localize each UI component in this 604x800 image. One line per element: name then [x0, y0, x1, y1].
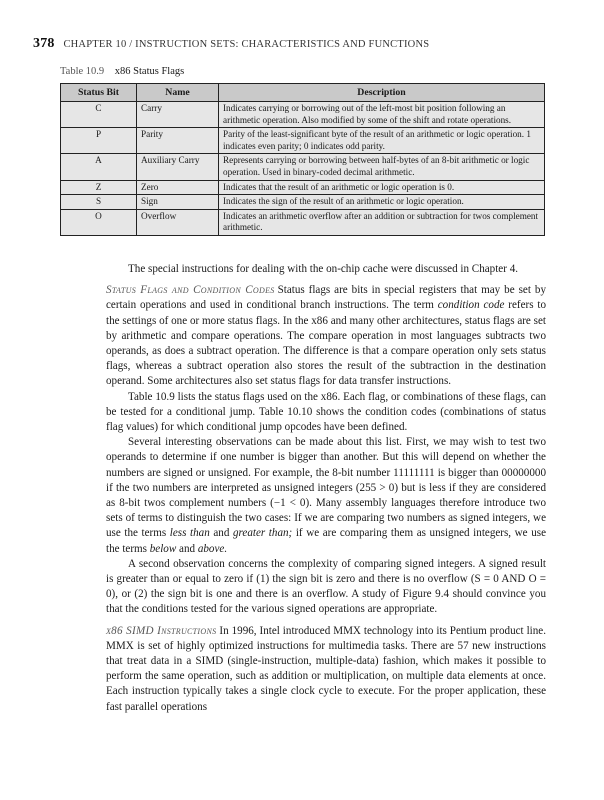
- paragraph-simd: x86 SIMD Instructions In 1996, Intel introduced MMX technology into its Pentium product line. MMX is set of highly optimized instructions for multimedia tasks. There are 57 new instructions that treat data in a SIMD (single-instruction, multiple-data) fashion, which makes it possible to perform the same operation, such as addition or multiplication, on multiple data elements at once. Each instruction typically takes a single clock cycle to execute. For the proper application, these fast parallel operations: [106, 624, 546, 713]
- cell-description: Indicates carrying or borrowing out of the left-most bit position following an arithmetic operation. Also modified by some of the shift and rotate operations.: [219, 102, 545, 128]
- page-number: 378: [33, 36, 55, 51]
- section-heading-status-flags: Status Flags and Condition Codes: [106, 284, 275, 297]
- paragraph-table-reference: Table 10.9 lists the status flags used on the x86. Each flag, or combinations of these flags, can be tested for a conditional jump. Table 10.10 shows the condition codes (combinations of status flag values) for which conditional jump opcodes have been defined.: [106, 390, 546, 434]
- paragraph-cache: The special instructions for dealing with the on-chip cache were discussed in Chapter 4.: [128, 263, 519, 275]
- cell-name: Carry: [137, 102, 219, 128]
- cell-status-bit: O: [61, 209, 137, 235]
- column-header-status-bit: Status Bit: [61, 84, 137, 102]
- cell-name: Auxiliary Carry: [137, 154, 219, 180]
- cell-description: Indicates the sign of the result of an arithmetic or logic operation.: [219, 195, 545, 210]
- cell-description: Parity of the least-significant byte of the result of an arithmetic or logic operation. 1 indicates even parity; 0 indicates odd parity.: [219, 128, 545, 154]
- cell-description: Indicates that the result of an arithmetic or logic operation is 0.: [219, 180, 545, 195]
- table-row: [61, 209, 545, 235]
- cell-name: Sign: [137, 195, 219, 210]
- running-title: CHAPTER 10 / INSTRUCTION SETS: CHARACTERISTICS AND FUNCTIONS: [63, 39, 430, 50]
- cell-status-bit: P: [61, 128, 137, 154]
- section-heading-simd: x86 SIMD Instructions: [106, 624, 217, 637]
- column-header-description: Description: [219, 84, 545, 102]
- table-row: [61, 195, 545, 210]
- table-caption: [60, 66, 184, 77]
- cell-description: Indicates an arithmetic overflow after an addition or subtraction for twos complement arithmetic.: [219, 209, 545, 235]
- table-number: Table 10.9: [60, 66, 105, 77]
- table-header-row: [61, 84, 545, 102]
- paragraph-status-flags: Status Flags and Condition Codes Status flags are bits in special registers that may be set by certain operations and used in conditional branch instructions. The term condition code refers to the settings of one or more status flags. In the x86 and many other architectures, status flags are set by arithmetic and compare operations. The compare operation in most languages subtracts two operands, as does a subtract operation. The difference is that a compare operation only sets status flags, whereas a subtract operation also stores the result of the subtraction in the destination operand. Some architectures also set status flags for data transfer instructions.: [106, 284, 546, 388]
- table-title: x86 Status Flags: [114, 66, 185, 77]
- table-row: [61, 102, 545, 128]
- column-header-name: Name: [137, 84, 219, 102]
- paragraph-signed-comparison: A second observation concerns the complexity of comparing signed integers. A signed result is greater than or equal to zero if (1) the sign bit is zero and there is no overflow (S = 0 AND O = 0), or (2) the sign bit is one and there is an overflow. A study of Figure 9.4 should convince you that the conditions tested for the various signed operations are appropriate.: [106, 557, 546, 616]
- cell-status-bit: C: [61, 102, 137, 128]
- table-row: [61, 180, 545, 195]
- running-header: [33, 36, 573, 52]
- body-text: [106, 262, 546, 715]
- table-row: [61, 128, 545, 154]
- cell-name: Parity: [137, 128, 219, 154]
- cell-status-bit: Z: [61, 180, 137, 195]
- cell-status-bit: S: [61, 195, 137, 210]
- cell-name: Overflow: [137, 209, 219, 235]
- cell-description: Represents carrying or borrowing between half-bytes of an 8-bit arithmetic or logic operation. Used in binary-coded decimal arithmetic.: [219, 154, 545, 180]
- term-condition-code: condition code: [437, 299, 505, 312]
- status-flags-table: [60, 83, 544, 236]
- table-row: [61, 154, 545, 180]
- cell-status-bit: A: [61, 154, 137, 180]
- cell-name: Zero: [137, 180, 219, 195]
- paragraph-observations: Several interesting observations can be made about this list. First, we may wish to test two operands to determine if one number is bigger than another. But this will depend on whether the numbers are signed or unsigned. For example, the 8-bit number 11111111 is bigger than 00000000 if the two numbers are interpreted as unsigned integers (255 > 0) but is less if they are considered as 8-bit twos complement numbers (−1 < 0). Many assembly languages therefore introduce two sets of terms to distinguish the two cases: If we are comparing two numbers as signed integers, we use the terms less than and greater than; if we are comparing them as unsigned integers, we use the terms below and above.: [106, 436, 546, 555]
